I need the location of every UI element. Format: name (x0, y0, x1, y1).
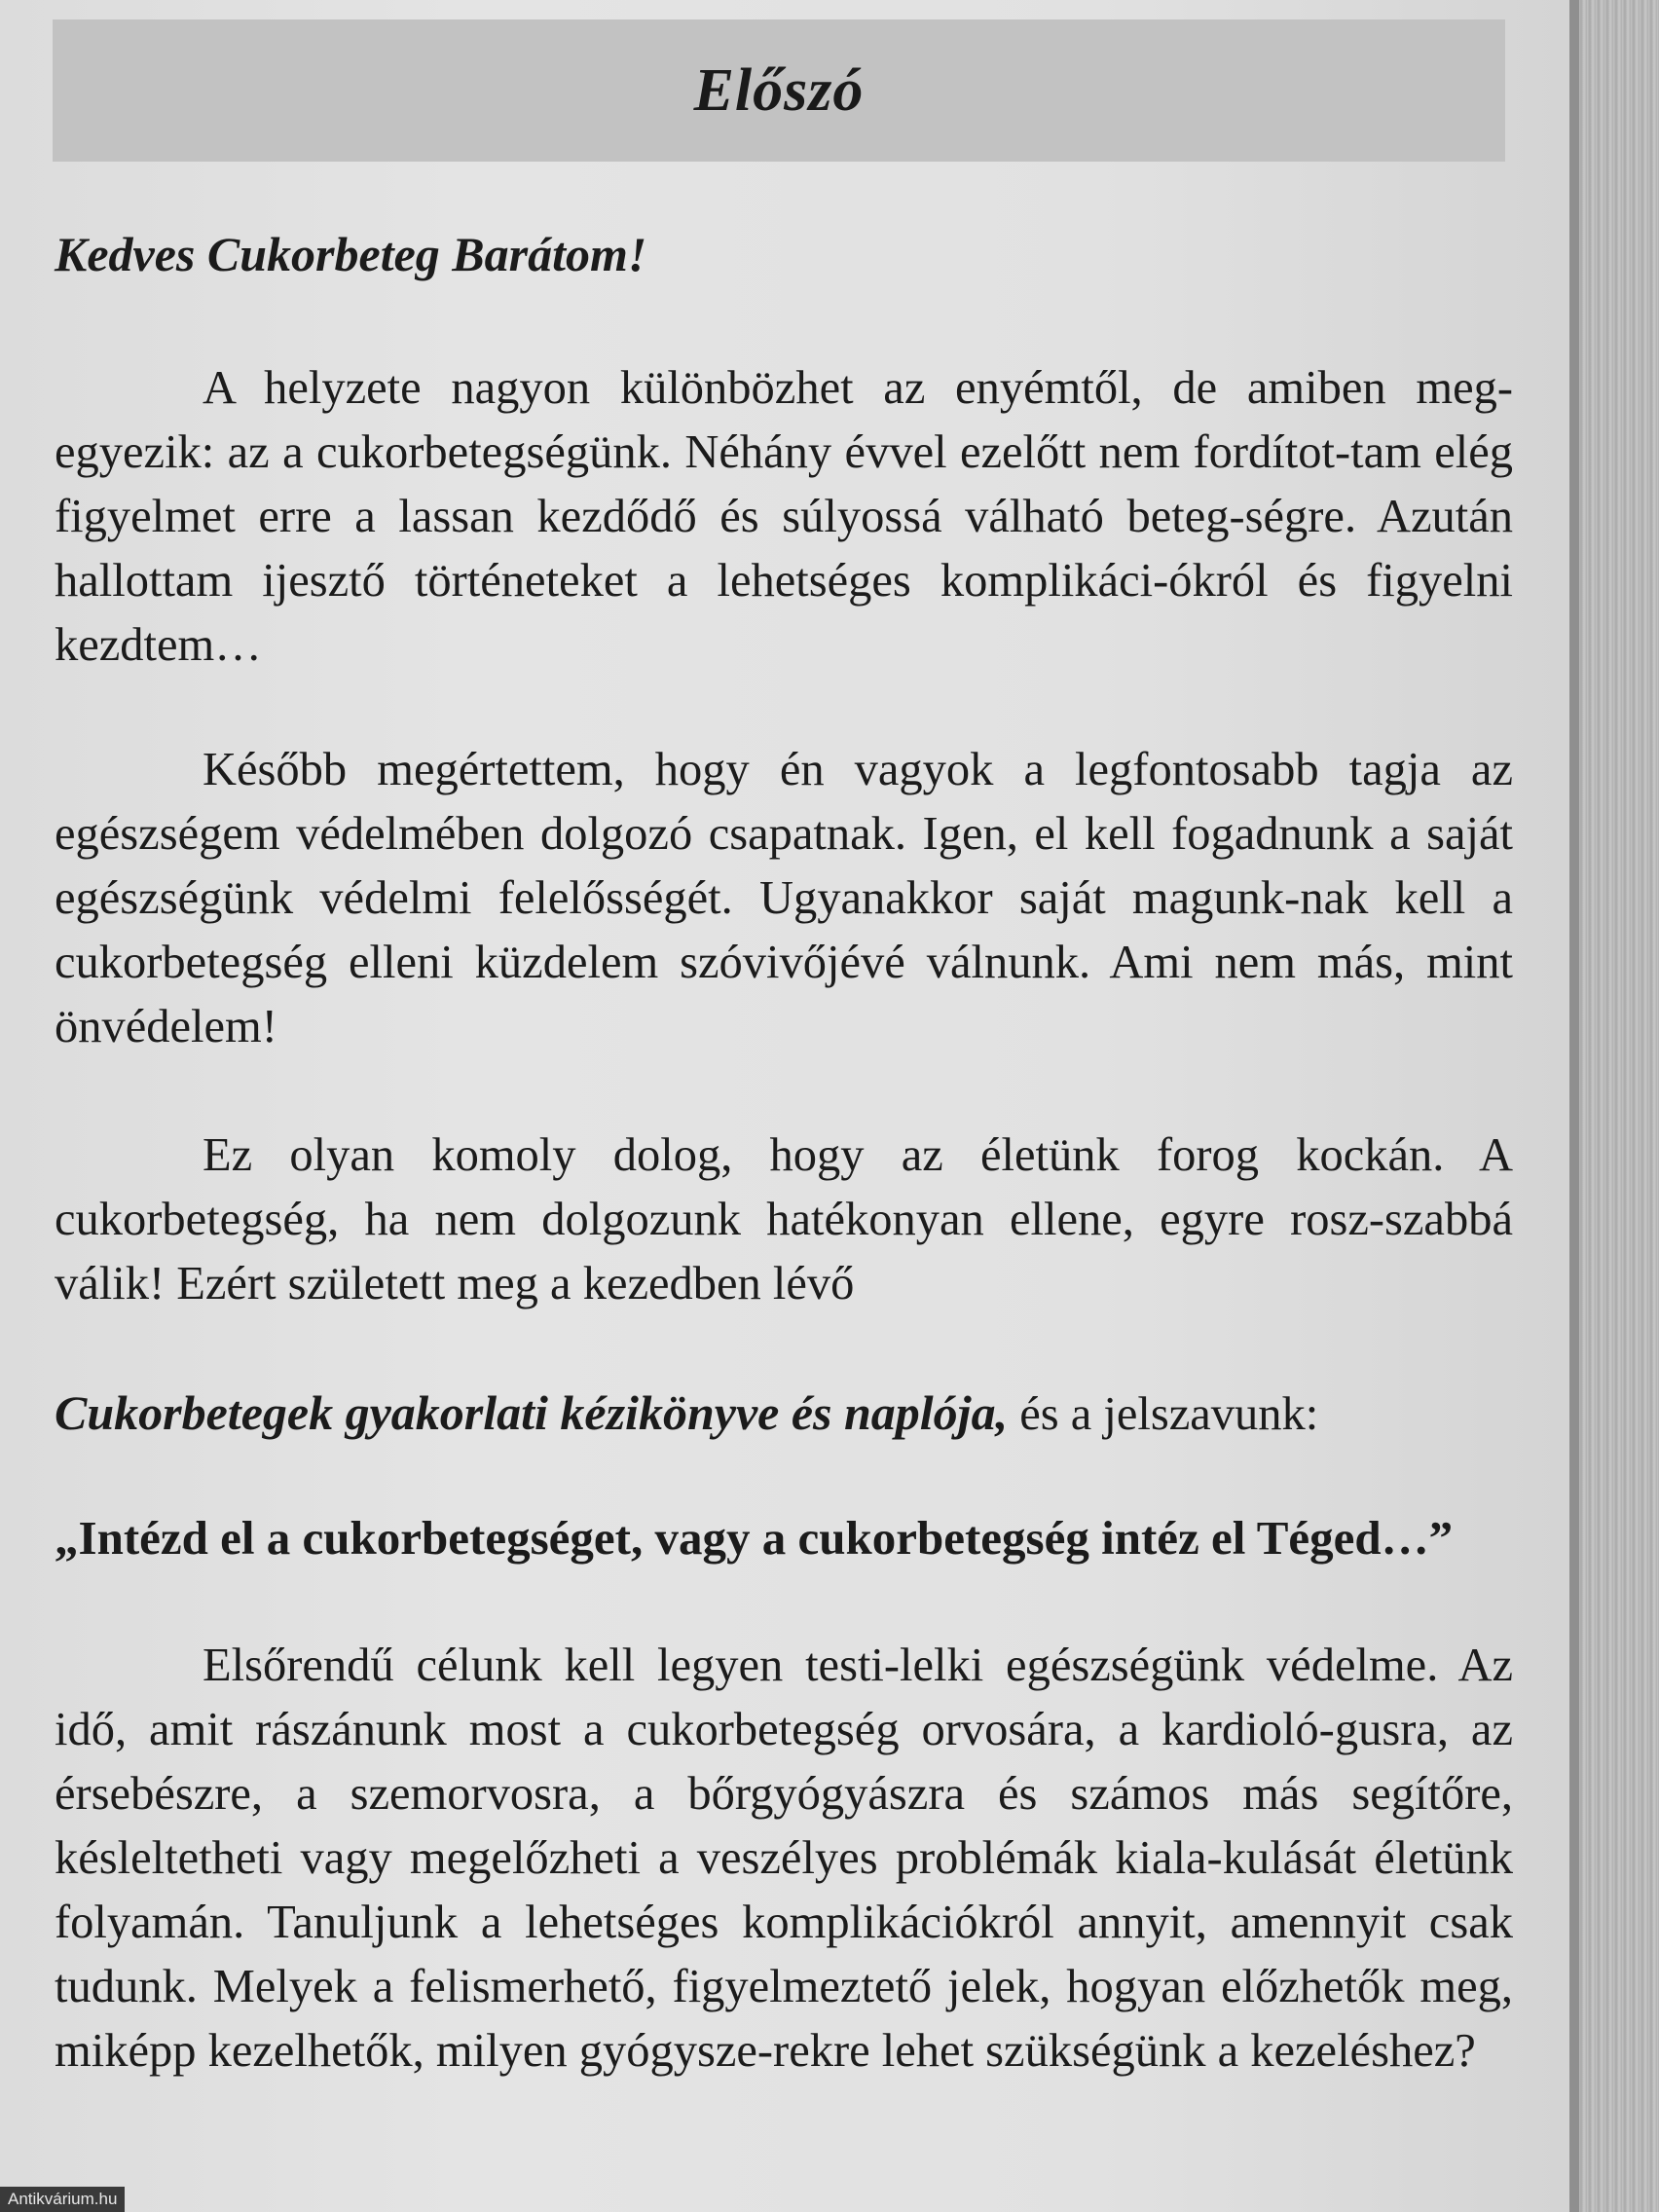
book-title-line (55, 1381, 1513, 1447)
chapter-header-bar (53, 19, 1505, 162)
page-edge (1569, 0, 1659, 2212)
paragraph-1: A helyzete nagyon különbözhet az enyémtől, de amiben meg-egyezik: az a cukorbetegségünk. Néhány évvel ezelőtt nem fordítot-tam elég figyelmet erre a lassan kezdődő és súlyossá válható beteg-ségre. Azután hallottam ijesztő történeteket a lehetséges komplikáci-ókról és figyelni kezdtem… (55, 362, 1513, 671)
book-title: Cukorbetegek gyakorlati kézikönyve és naplója, (55, 1385, 1009, 1440)
salutation: Kedves Cukorbeteg Barátom! (55, 227, 647, 281)
chapter-title: Előszó (693, 56, 865, 124)
paragraph-4: Elsőrendű célunk kell legyen testi-lelki egészségünk védelme. Az idő, amit rászánunk most a cukorbetegség orvosára, a kardioló-gusra, az érsebészre, a szemorvosra, a bőrgyógyászra és számos más segítőre, késleltetheti vagy megelőzheti a veszélyes problémák kiala-kulását életünk folyamán. Tanuljunk a lehetséges komplikációkról annyit, amennyit csak tudunk. Melyek a felismerhető, figyelmeztető jelek, hogyan előzhetők meg, miképp kezelhetők, milyen gyógysze-rekre lehet szükségünk a kezeléshez? (55, 1640, 1513, 2077)
paragraph-3: Ez olyan komoly dolog, hogy az életünk forog kockán. A cukorbetegség, ha nem dolgozunk hatékonyan ellene, egyre rosz-szabbá válik! Ezért született meg a kezedben lévő (55, 1129, 1513, 1309)
book-title-tail: és a jelszavunk: (1008, 1388, 1319, 1440)
watermark-label: Antikvárium.hu (0, 2187, 125, 2212)
paragraph-2: Később megértettem, hogy én vagyok a legfontosabb tagja az egészségem védelmében dolgozó csapatnak. Igen, el kell fogadnunk a saját egészségünk védelmi felelősségét. Ugyanakkor saját magunk-nak kell a cukorbetegség elleni küzdelem szóvivőjévé válnunk. Ami nem más, mint önvédelem! (55, 744, 1513, 1052)
motto: „Intézd el a cukorbetegséget, vagy a cukorbetegség intéz el Téged…” (55, 1511, 1454, 1565)
